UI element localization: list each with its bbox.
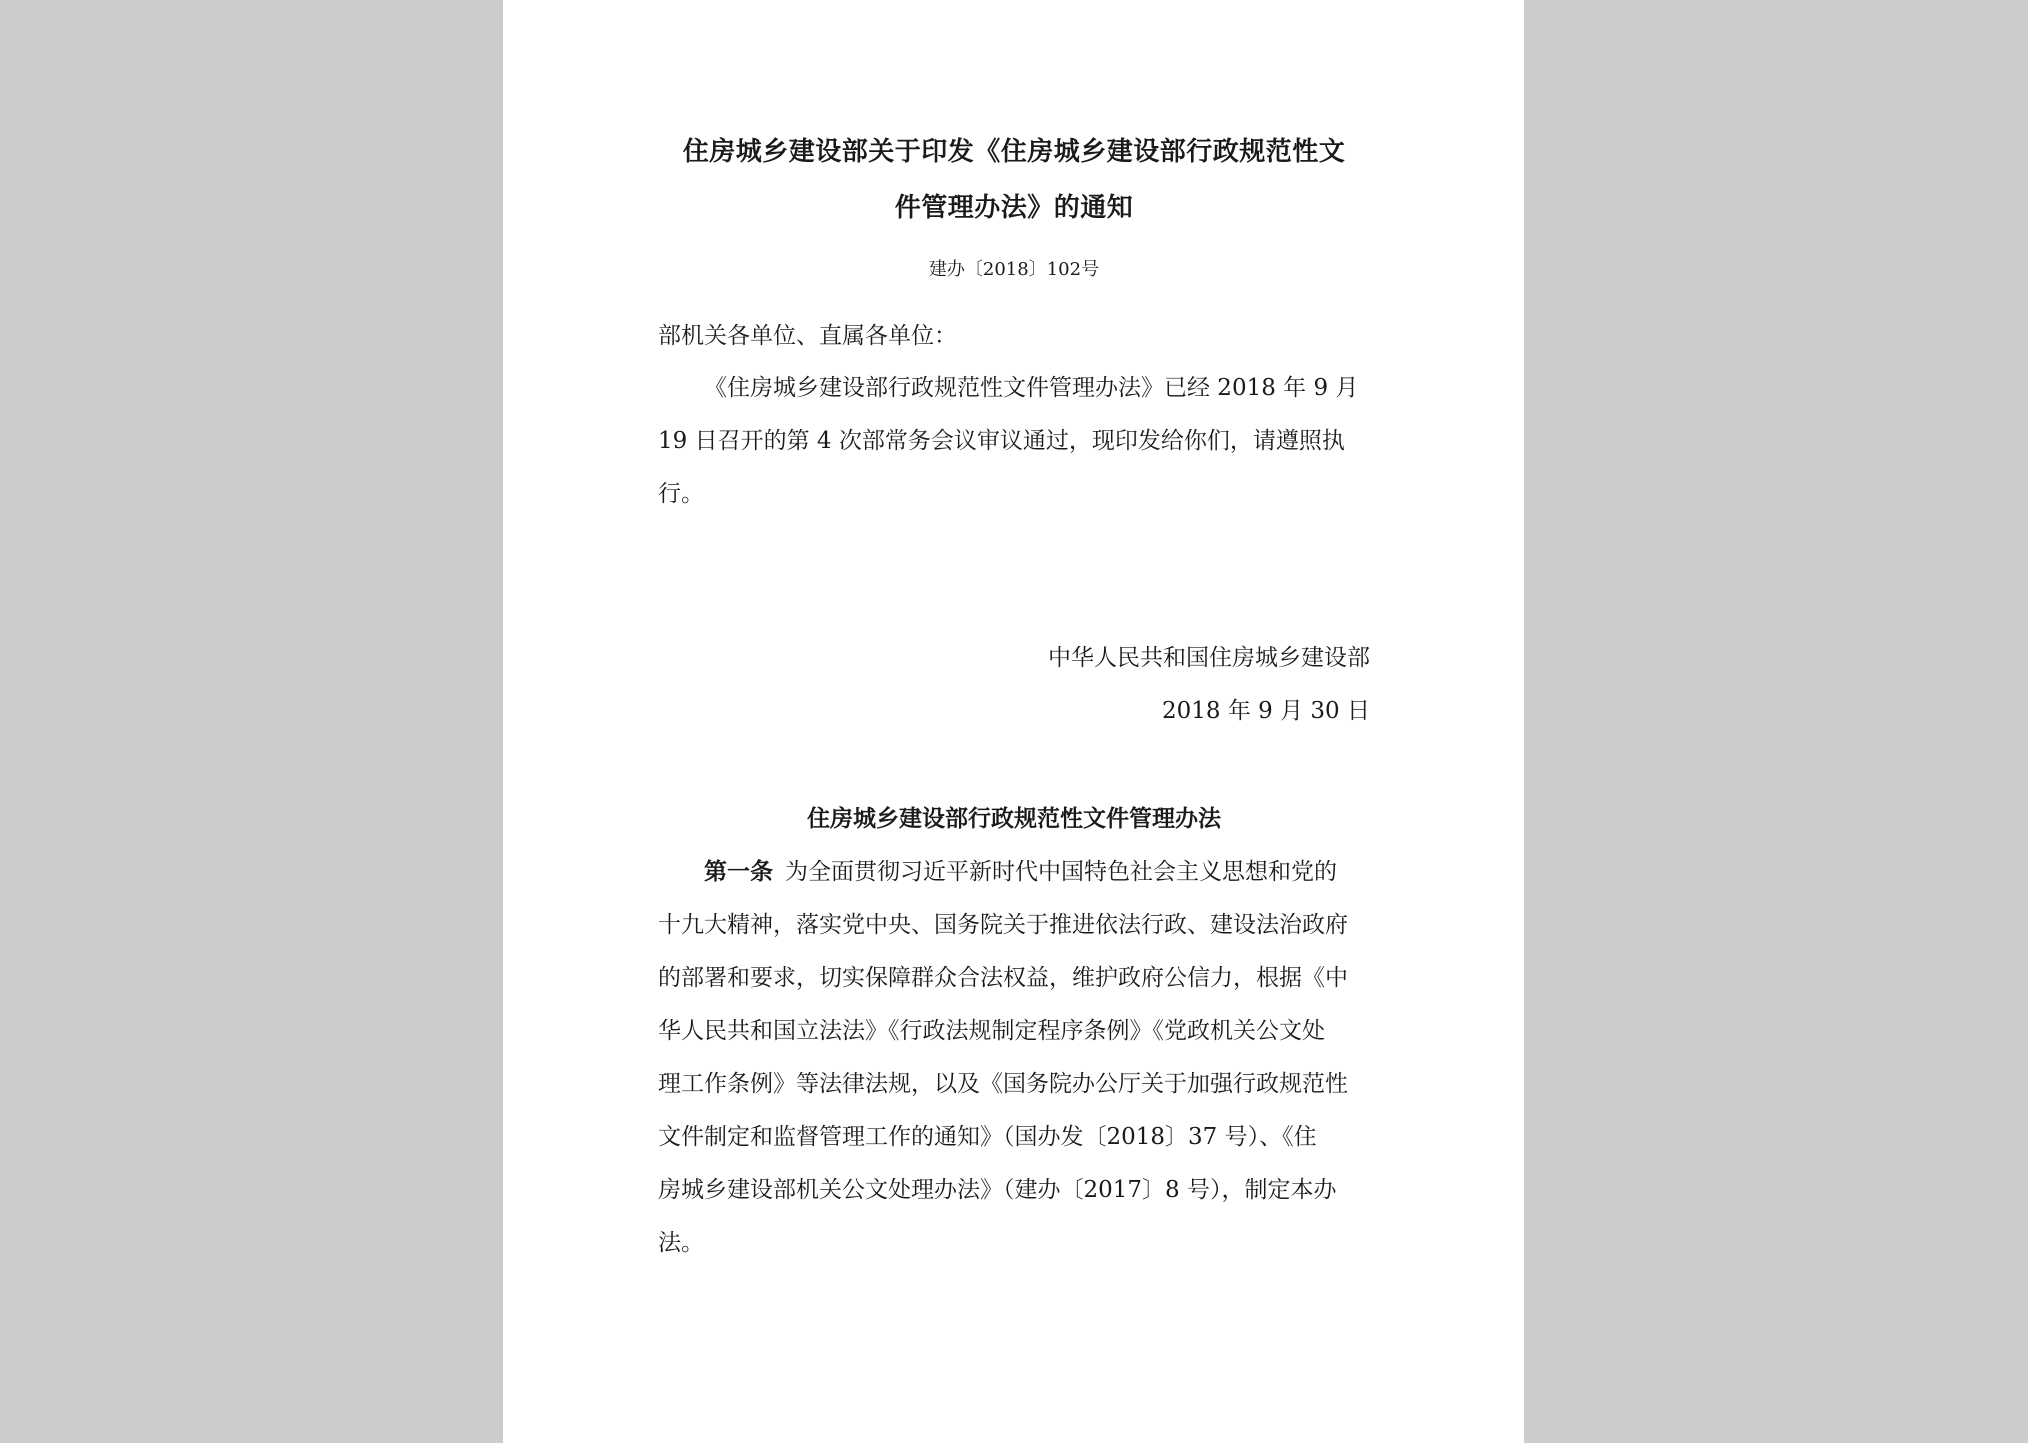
signature-org: 中华人民共和国住房城乡建设部 <box>1048 645 1370 671</box>
title-line-1: 住房城乡建设部关于印发《住房城乡建设部行政规范性文 <box>682 137 1346 167</box>
article-1-line-4: 华人民共和国立法法》《行政法规制定程序条例》《党政机关公文处 <box>658 1018 1325 1044</box>
title-line-2: 件管理办法》的通知 <box>894 193 1134 223</box>
body-line-1: 《住房城乡建设部行政规范性文件管理办法》已经 2018 年 9 月 <box>704 375 1359 401</box>
article-1-line-2: 十九大精神，落实党中央、国务院关于推进依法行政、建设法治政府 <box>658 912 1348 938</box>
article-1-label: 第一条 <box>704 858 773 885</box>
article-1-line-1 <box>658 845 1370 899</box>
article-1-line-7: 房城乡建设部机关公文处理办法》（建办〔2017〕8 号），制定本办 <box>658 1177 1337 1203</box>
measures-title-text: 住房城乡建设部行政规范性文件管理办法 <box>807 805 1221 832</box>
signature-date: 2018 年 9 月 30 日 <box>1162 698 1370 724</box>
article-1-line-8: 法。 <box>658 1230 704 1256</box>
article-1-line-3: 的部署和要求，切实保障群众合法权益，维护政府公信力，根据《中 <box>658 965 1348 991</box>
body-line-2: 19 日召开的第 4 次部常务会议审议通过，现印发给你们，请遵照执 <box>658 428 1345 454</box>
signature-block <box>658 632 1370 738</box>
document-title <box>658 124 1370 236</box>
article-1-line-5: 理工作条例》等法律法规，以及《国务院办公厅关于加强行政规范性 <box>658 1071 1348 1097</box>
salutation <box>658 310 1370 363</box>
document-number: 建办〔2018〕102号 <box>928 259 1100 280</box>
salutation-text: 部机关各单位、直属各单位： <box>658 323 957 349</box>
body-line-3: 行。 <box>658 481 704 507</box>
notice-body <box>658 362 1370 521</box>
article-1 <box>658 845 1370 1270</box>
measures-title <box>658 792 1370 845</box>
article-1-line-6: 文件制定和监督管理工作的通知》（国办发〔2018〕37 号）、《住 <box>658 1124 1317 1150</box>
article-1-text-1: 为全面贯彻习近平新时代中国特色社会主义思想和党的 <box>785 859 1337 885</box>
document-page <box>503 0 1524 1443</box>
